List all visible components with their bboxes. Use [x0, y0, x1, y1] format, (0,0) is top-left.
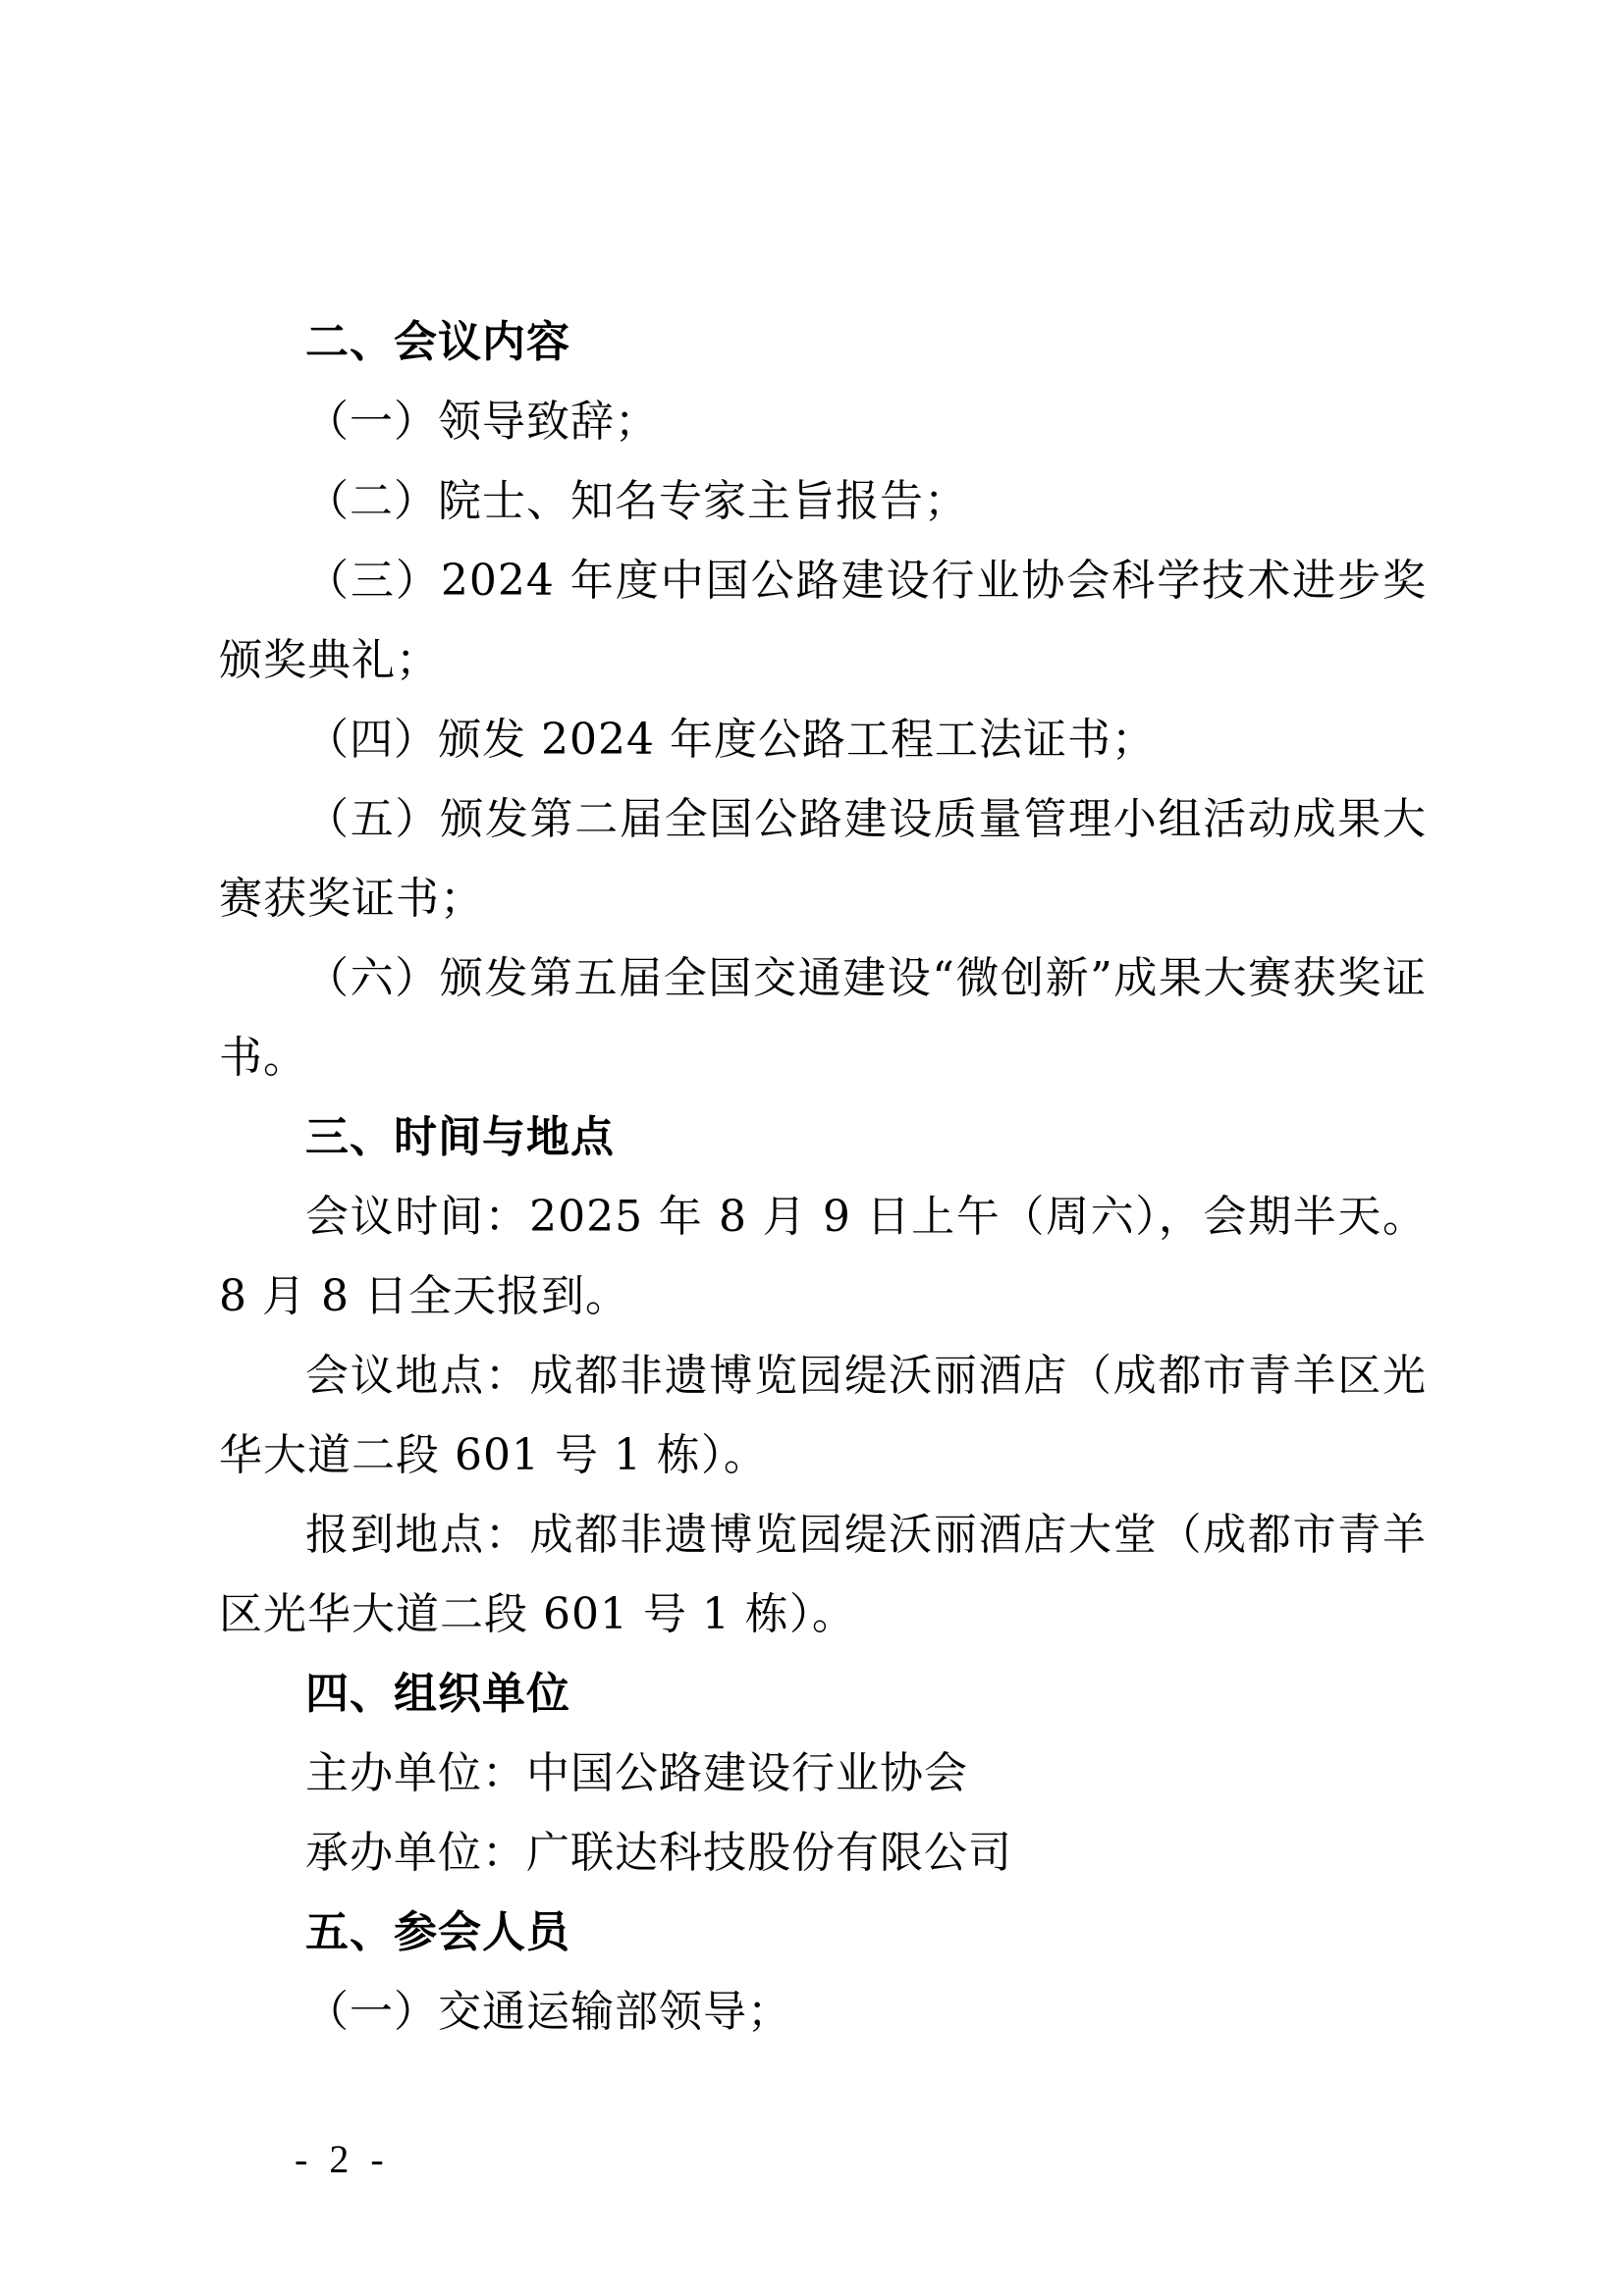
- meeting-content-item-5: （五）颁发第二届全国公路建设质量管理小组活动成果大赛获奖证书；: [219, 794, 1427, 924]
- section-heading-organizers: 四、组织单位: [305, 1669, 570, 1719]
- meeting-content-item-2: （二）院士、知名专家主旨报告；: [305, 476, 968, 526]
- meeting-content-item-3: （三）2024 年度中国公路建设行业协会科学技术进步奖颁奖典礼；: [219, 556, 1427, 685]
- meeting-place-paragraph: 会议地点：成都非遗博览园缇沃丽酒店（成都市青羊区光华大道二段 601 号 1 栋）。: [219, 1351, 1427, 1480]
- document-body: [219, 302, 1427, 2052]
- meeting-time-paragraph: 会议时间：2025 年 8 月 9 日上午（周六），会期半天。8 月 8 日全天报到。: [219, 1192, 1427, 1321]
- undertaker-organizer-line: 承办单位：广联达科技股份有限公司: [305, 1828, 1012, 1878]
- attendees-item-1: （一）交通运输部领导；: [305, 1987, 791, 2037]
- meeting-content-item-6: （六）颁发第五届全国交通建设“微创新”成果大赛获奖证书。: [219, 953, 1427, 1083]
- section-heading-time-place: 三、时间与地点: [305, 1112, 615, 1162]
- registration-place-paragraph: 报到地点：成都非遗博览园缇沃丽酒店大堂（成都市青羊区光华大道二段 601 号 1 栋）。: [219, 1510, 1427, 1639]
- meeting-content-item-4: （四）颁发 2024 年度公路工程工法证书；: [305, 715, 1156, 765]
- page-number: - 2 -: [295, 2137, 390, 2181]
- host-organizer-line: 主办单位：中国公路建设行业协会: [305, 1748, 968, 1798]
- section-heading-attendees: 五、参会人员: [305, 1907, 570, 1957]
- meeting-content-item-1: （一）领导致辞；: [305, 397, 659, 447]
- section-heading-meeting-content: 二、会议内容: [305, 317, 570, 367]
